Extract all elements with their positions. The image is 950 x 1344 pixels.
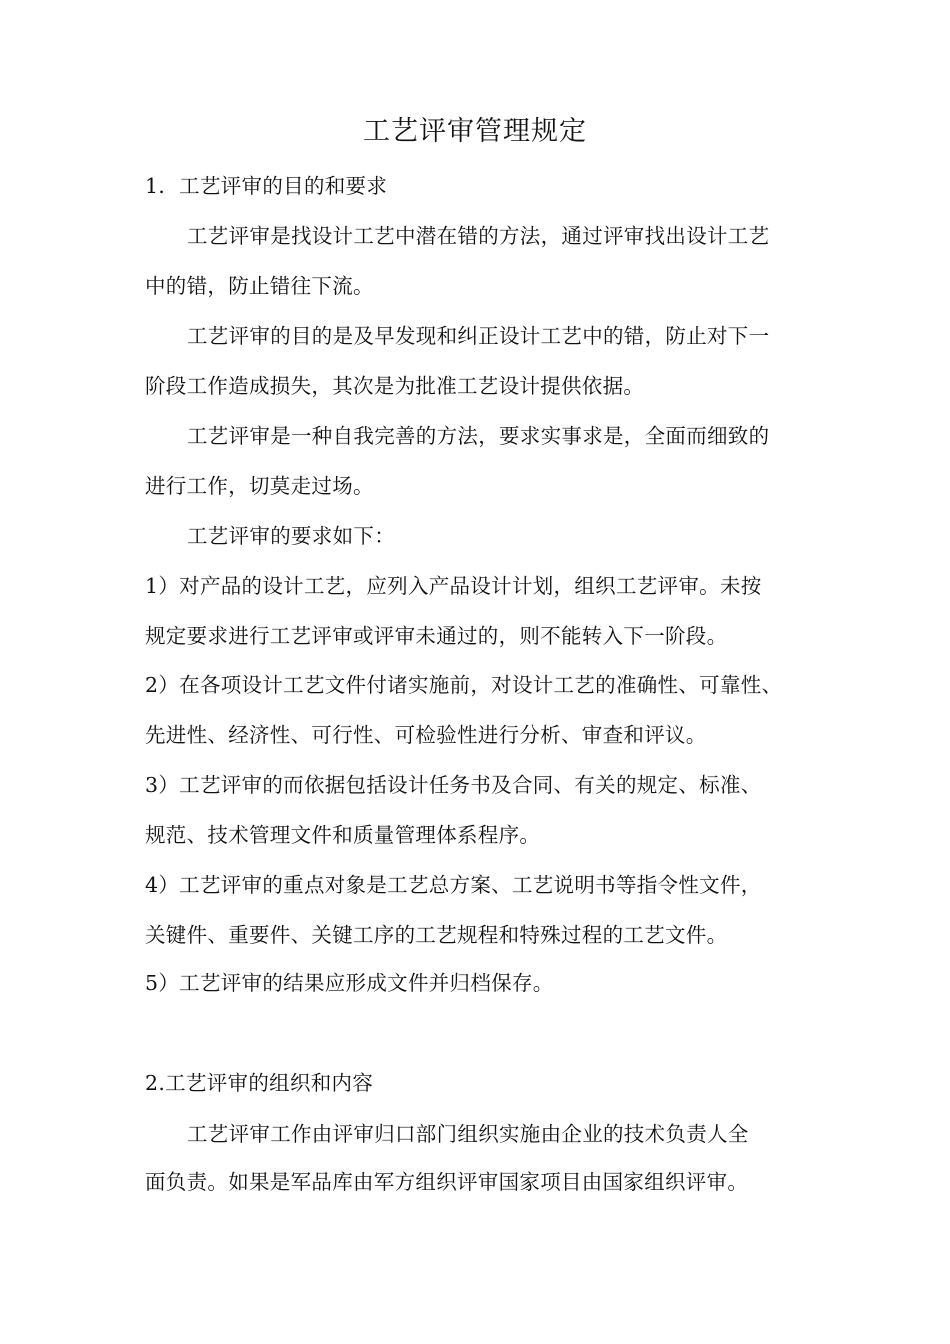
paragraph-line: 工艺评审是一种自我完善的方法，要求实事求是，全面而细致的 — [187, 424, 770, 448]
paragraph-line: 工艺评审的目的是及早发现和纠正设计工艺中的错，防止对下一 — [187, 324, 770, 348]
list-item-line: 5）工艺评审的结果应形成文件并归档保存。 — [145, 971, 554, 995]
list-item-line: 先进性、经济性、可行性、可检验性进行分析、审查和评议。 — [145, 723, 707, 747]
paragraph-line: 进行工作，切莫走过场。 — [145, 474, 374, 498]
list-item-line: 规范、技术管理文件和质量管理体系程序。 — [145, 823, 541, 847]
paragraph-line: 中的错，防止错往下流。 — [145, 274, 374, 298]
document-title: 工艺评审管理规定 — [363, 116, 587, 147]
list-item-line: 关键件、重要件、关键工序的工艺规程和特殊过程的工艺文件。 — [145, 923, 728, 947]
section-2-heading: 2.工艺评审的组织和内容 — [145, 1071, 374, 1095]
paragraph-line: 面负责。如果是军品库由军方组织评审国家项目由国家组织评审。 — [145, 1170, 749, 1194]
list-item-line: 3）工艺评审的而依据包括设计任务书及合同、有关的规定、标准、 — [145, 773, 762, 797]
paragraph-line: 工艺评审是找设计工艺中潜在错的方法，通过评审找出设计工艺 — [187, 224, 770, 248]
list-item-line: 2）在各项设计工艺文件付诸实施前，对设计工艺的准确性、可靠性、 — [145, 673, 783, 697]
section-1-heading: 1．工艺评审的目的和要求 — [145, 174, 388, 198]
paragraph-line: 阶段工作造成损失，其次是为批准工艺设计提供依据。 — [145, 374, 645, 398]
paragraph-line: 工艺评审工作由评审归口部门组织实施由企业的技术负责人全 — [187, 1122, 749, 1146]
list-item-line: 规定要求进行工艺评审或评审未通过的，则不能转入下一阶段。 — [145, 624, 728, 648]
list-item-line: 1）对产品的设计工艺，应列入产品设计计划，组织工艺评审。未按 — [145, 574, 762, 598]
list-item-line: 4）工艺评审的重点对象是工艺总方案、工艺说明书等指令性文件， — [145, 873, 762, 897]
paragraph-line: 工艺评审的要求如下： — [187, 524, 395, 548]
